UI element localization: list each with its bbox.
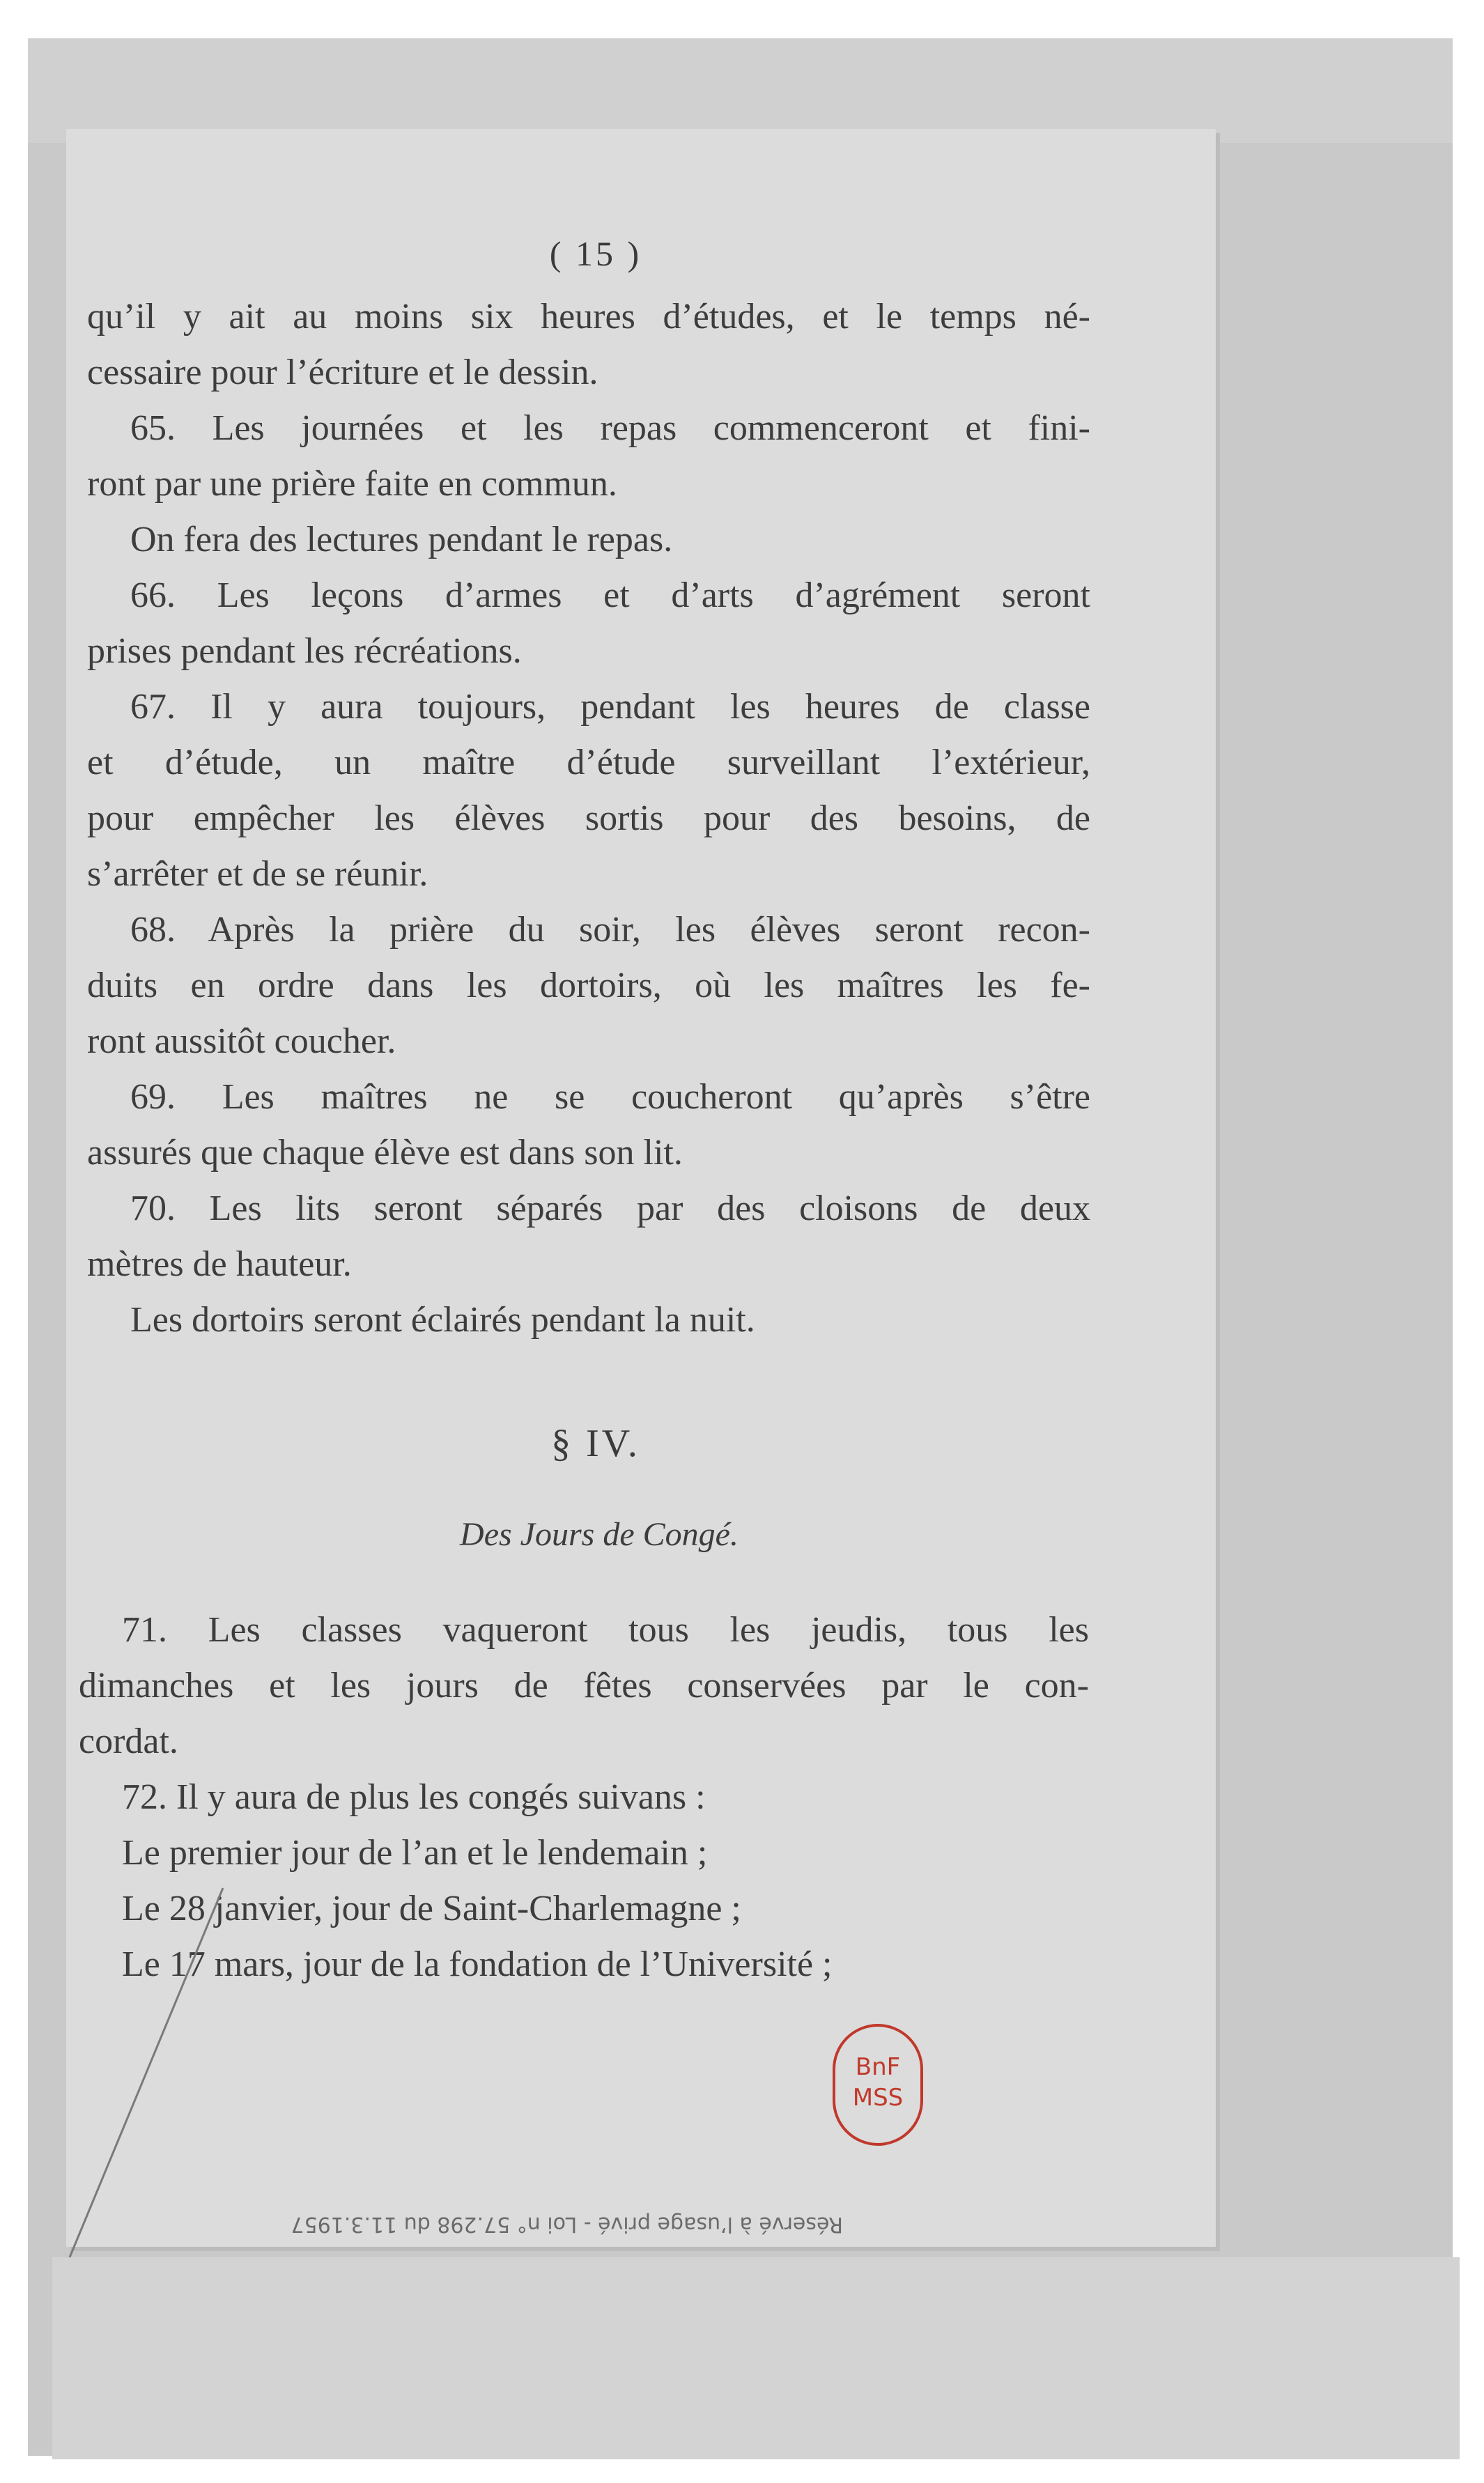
text-line: et d’étude, un maître d’étude surveillant l’extérieur, [87, 743, 1090, 782]
text-line: Les dortoirs seront éclairés pendant la nuit. [130, 1300, 755, 1340]
text-line: duits en ordre dans les dortoirs, où les maîtres les fe- [87, 966, 1090, 1005]
text-line: On fera des lectures pendant le repas. [130, 520, 673, 559]
text-line: 66. Les leçons d’armes et d’arts d’agrément seront [130, 575, 1090, 615]
text-line: Le 28 janvier, jour de Saint-Charlemagne ; [122, 1889, 741, 1928]
text-line: dimanches et les jours de fêtes conservées par le con- [79, 1666, 1089, 1705]
text-block-articles-71-72 [79, 1602, 1089, 1993]
text-line: mètres de hauteur. [87, 1244, 352, 1284]
page-number: ( 15 ) [549, 234, 642, 273]
text-line: 68. Après la prière du soir, les élèves seront recon- [130, 910, 1090, 950]
printed-page [66, 129, 1216, 2247]
stamp-line-2: MSS [852, 2084, 904, 2112]
margin-pencil-stroke [63, 1881, 230, 2271]
text-line: 65. Les journées et les repas commenceront et fini- [130, 408, 1090, 448]
text-line: 69. Les maîtres ne se coucheront qu’après s’être [130, 1077, 1090, 1117]
section-title: Des Jours de Congé. [460, 1516, 739, 1553]
stamp-line-1: BnF [855, 2053, 901, 2081]
text-line: assurés que chaque élève est dans son lit. [87, 1133, 683, 1173]
reserve-notice-strip: Réservé à l’usage privé - Loi n° 57.298 du 11.3.1957 [291, 2212, 843, 2236]
text-line: ront aussitôt coucher. [87, 1021, 396, 1061]
mounting-board-top [28, 38, 1453, 143]
text-line: Le 17 mars, jour de la fondation de l’Université ; [122, 1944, 833, 1984]
text-line: 67. Il y aura toujours, pendant les heures de classe [130, 687, 1090, 727]
bnf-mss-stamp [833, 2024, 923, 2146]
text-block-articles-64-70 [87, 289, 1090, 1348]
text-line: qu’il y ait au moins six heures d’études, et le temps né- [87, 297, 1090, 337]
text-line: Le premier jour de l’an et le lendemain ; [122, 1833, 708, 1873]
text-line: ront par une prière faite en commun. [87, 464, 617, 504]
text-line: 70. Les lits seront séparés par des cloisons de deux [130, 1189, 1090, 1228]
text-line: cessaire pour l’écriture et le dessin. [87, 353, 598, 392]
mounting-board-bottom [52, 2257, 1460, 2459]
text-line: cordat. [79, 1722, 178, 1761]
text-line: 71. Les classes vaqueront tous les jeudis, tous les [122, 1610, 1089, 1650]
text-line: pour empêcher les élèves sortis pour des besoins, de [87, 798, 1090, 838]
section-heading: § IV. [551, 1422, 640, 1465]
text-line: 72. Il y aura de plus les congés suivans : [122, 1777, 706, 1817]
text-line: prises pendant les récréations. [87, 631, 522, 671]
text-line: s’arrêter et de se réunir. [87, 854, 428, 894]
